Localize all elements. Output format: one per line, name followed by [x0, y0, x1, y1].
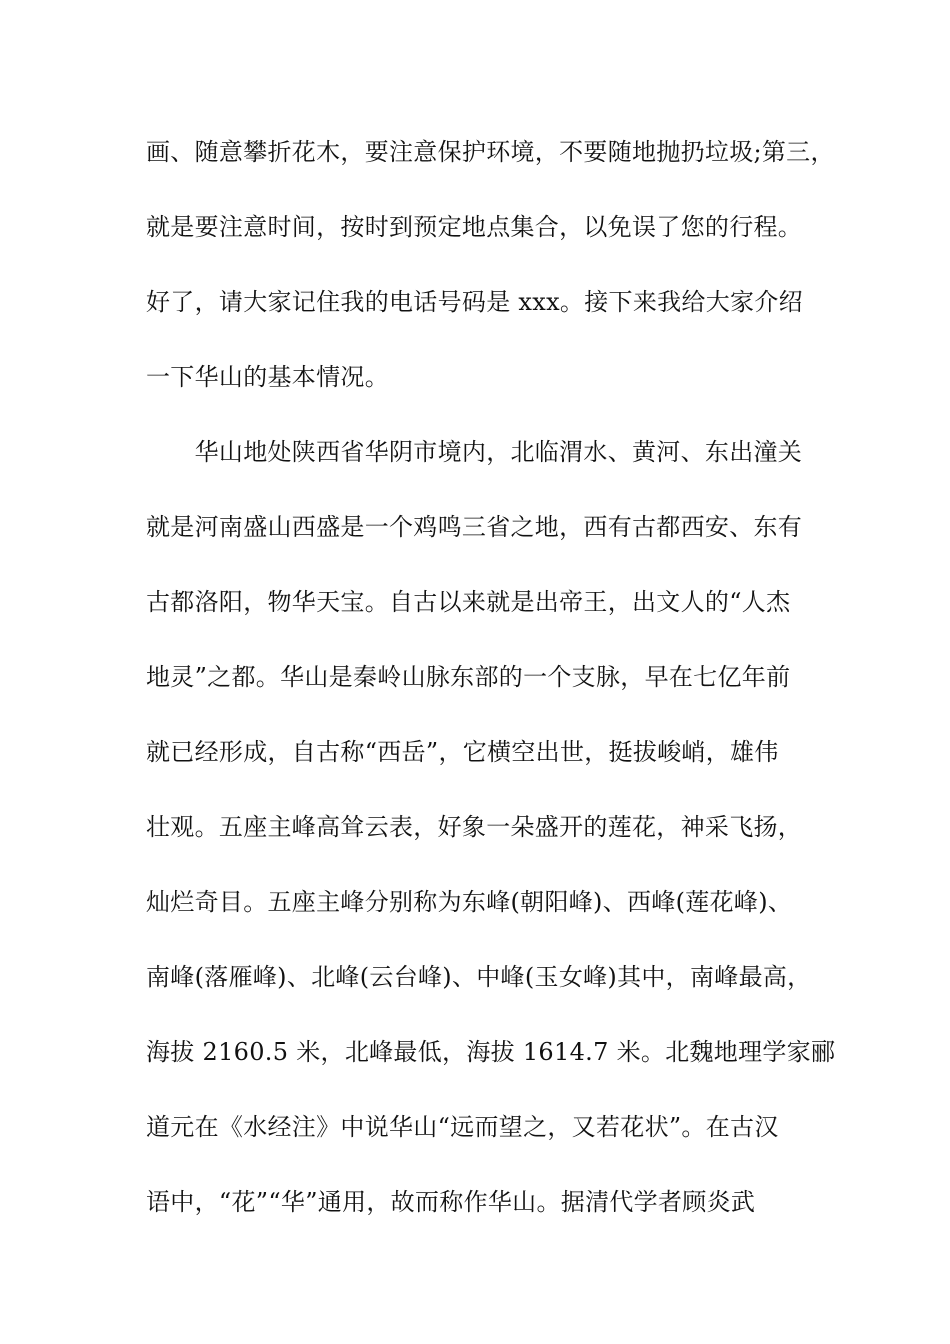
text-line: 画、随意攀折花木，要注意保护环境，不要随地抛扔垃圾;第三， — [146, 138, 835, 166]
text-line: 灿烂奇目。五座主峰分别称为东峰(朝阳峰)、西峰(莲花峰)、 — [146, 888, 793, 916]
text-line: 壮观。五座主峰高耸云表，好象一朵盛开的莲花，神采飞扬， — [146, 813, 803, 841]
text-line: 语中，“花”“华”通用，故而称作华山。据清代学者顾炎武 — [146, 1188, 756, 1216]
text-line: 就已经形成，自古称“西岳”，它横空出世，挺拔峻峭，雄伟 — [146, 738, 779, 766]
text-line: 一下华山的基本情况。 — [146, 363, 389, 391]
text-line: 就是河南盛山西盛是一个鸡鸣三省之地，西有古都西安、东有 — [146, 513, 803, 541]
text-line: 地灵”之都。华山是秦岭山脉东部的一个支脉，早在七亿年前 — [146, 663, 791, 691]
text-line: 南峰(落雁峰)、北峰(云台峰)、中峰(玉女峰)其中，南峰最高， — [146, 963, 812, 991]
body-text — [146, 124, 836, 1249]
text-line: 海拔 2160.5 米，北峰最低，海拔 1614.7 米。北魏地理学家郦 — [146, 1038, 836, 1066]
text-line: 道元在《水经注》中说华山“远而望之，又若花状”。在古汉 — [146, 1113, 779, 1141]
text-line: 古都洛阳，物华天宝。自古以来就是出帝王，出文人的“人杰 — [146, 588, 791, 616]
text-line: 就是要注意时间，按时到预定地点集合，以免误了您的行程。 — [146, 213, 803, 241]
text-line: 好了，请大家记住我的电话号码是 xxx。接下来我给大家介绍 — [146, 288, 803, 316]
paragraph-start-line: 华山地处陕西省华阴市境内，北临渭水、黄河、东出潼关 — [146, 438, 803, 466]
